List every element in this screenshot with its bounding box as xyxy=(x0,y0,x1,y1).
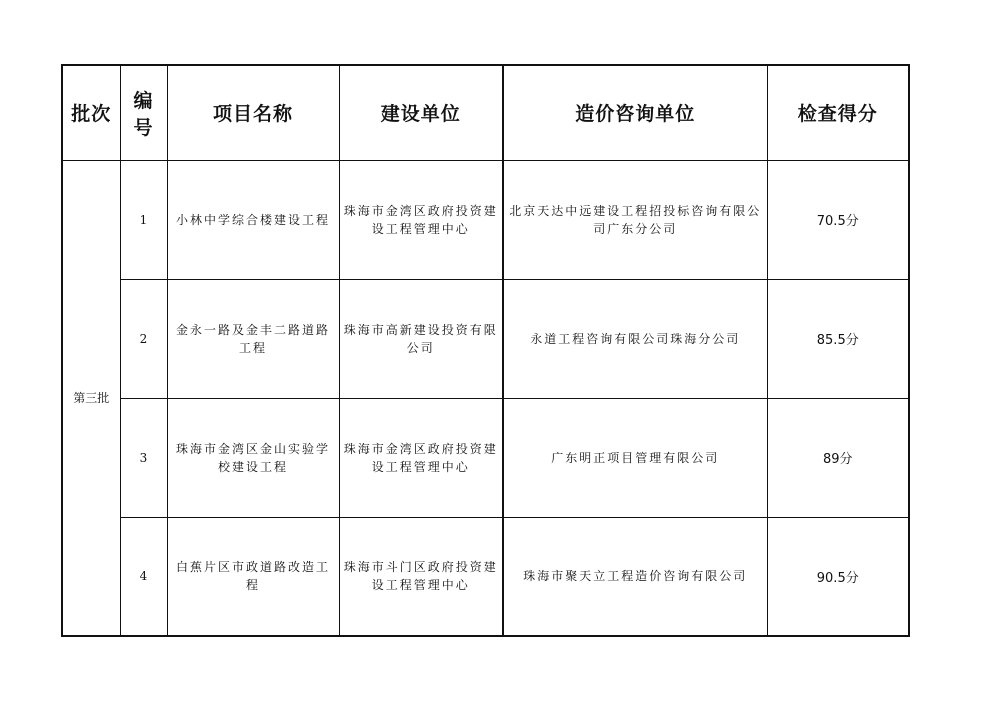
cost-consulting-unit: 北京天达中远建设工程招投标咨询有限公司广东分公司 xyxy=(503,160,767,279)
header-inspection-score: 检查得分 xyxy=(767,65,909,160)
inspection-score-table xyxy=(61,64,910,637)
header-batch: 批次 xyxy=(62,65,120,160)
row-number: 4 xyxy=(120,517,167,636)
inspection-score: 70.5分 xyxy=(767,160,909,279)
construction-unit: 珠海市斗门区政府投资建设工程管理中心 xyxy=(339,517,503,636)
project-name: 小林中学综合楼建设工程 xyxy=(167,160,339,279)
project-name: 白蕉片区市政道路改造工程 xyxy=(167,517,339,636)
row-number: 3 xyxy=(120,398,167,517)
header-construction-unit: 建设单位 xyxy=(339,65,503,160)
header-project-name: 项目名称 xyxy=(167,65,339,160)
cost-consulting-unit: 珠海市聚天立工程造价咨询有限公司 xyxy=(503,517,767,636)
row-number: 1 xyxy=(120,160,167,279)
inspection-score: 90.5分 xyxy=(767,517,909,636)
project-name: 珠海市金湾区金山实验学校建设工程 xyxy=(167,398,339,517)
construction-unit: 珠海市高新建设投资有限公司 xyxy=(339,279,503,398)
row-number: 2 xyxy=(120,279,167,398)
header-number: 编号 xyxy=(120,65,167,160)
inspection-score: 85.5分 xyxy=(767,279,909,398)
table-header-row xyxy=(62,65,909,160)
construction-unit: 珠海市金湾区政府投资建设工程管理中心 xyxy=(339,160,503,279)
cost-consulting-unit: 广东明正项目管理有限公司 xyxy=(503,398,767,517)
table-row xyxy=(62,398,909,517)
construction-unit: 珠海市金湾区政府投资建设工程管理中心 xyxy=(339,398,503,517)
cost-consulting-unit: 永道工程咨询有限公司珠海分公司 xyxy=(503,279,767,398)
table-row xyxy=(62,279,909,398)
table-row xyxy=(62,160,909,279)
inspection-score: 89分 xyxy=(767,398,909,517)
batch-cell: 第三批 xyxy=(62,160,120,636)
table-row xyxy=(62,517,909,636)
header-cost-consulting-unit: 造价咨询单位 xyxy=(503,65,767,160)
project-name: 金永一路及金丰二路道路工程 xyxy=(167,279,339,398)
